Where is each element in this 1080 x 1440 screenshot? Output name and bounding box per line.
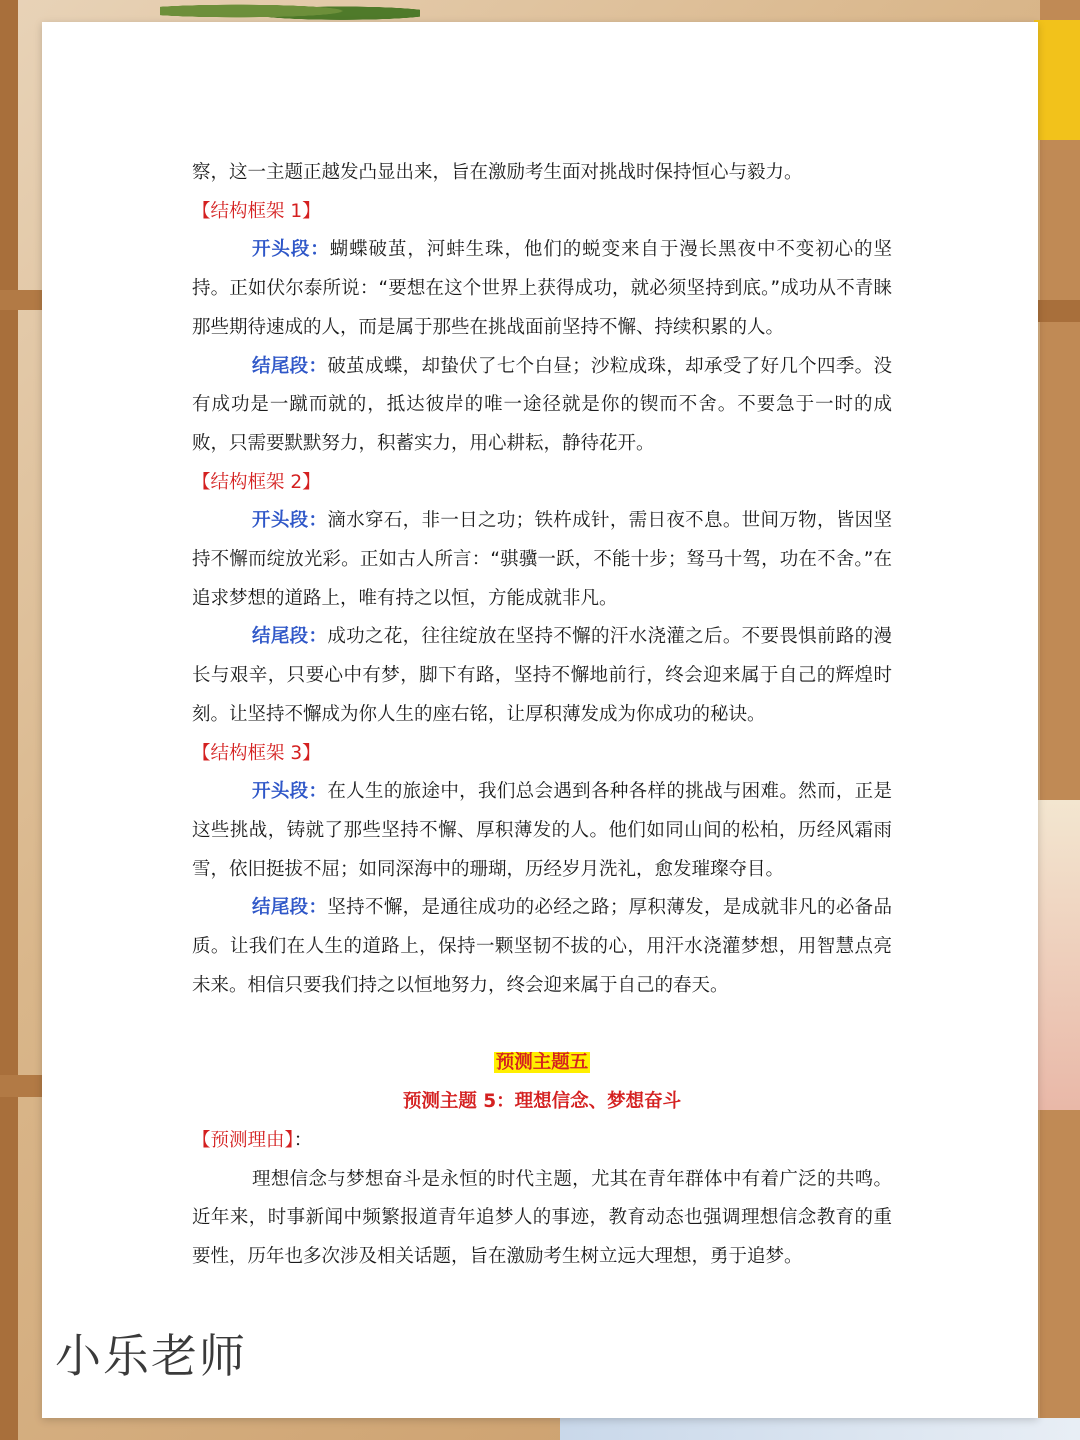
document-page bbox=[42, 22, 1038, 1418]
paragraph-opening: 开头段：蝴蝶破茧，河蚌生珠，他们的蜕变来自于漫长黑夜中不变初心的坚持。正如伏尔泰所说：“要想在这个世界上获得成功，就必须坚持到底。”成功从不青睐那些期待速成的人，而是属于那些在挑战面前坚持不懈、持续积累的人。 bbox=[192, 239, 892, 338]
shelf-board bbox=[0, 1075, 42, 1097]
paragraph-closing: 结尾段：成功之花，往往绽放在坚持不懈的汗水浇灌之后。不要畏惧前路的漫长与艰辛，只要心中有梦，脚下有路，坚持不懈地前行，终会迎来属于自己的辉煌时刻。让坚持不懈成为你人生的座右铭，让厚积薄发成为你成功的秘诀。 bbox=[192, 626, 892, 725]
plant-leaves bbox=[160, 0, 420, 22]
section-subtitle: 预测主题 5：理想信念、梦想奋斗 bbox=[402, 1091, 682, 1113]
lead-label: 结尾段： bbox=[252, 897, 328, 919]
lead-label: 开头段： bbox=[252, 510, 328, 532]
paragraph-closing: 结尾段：破茧成蝶，却蛰伏了七个白昼；沙粒成珠，却承受了好几个四季。没有成功是一蹴而就的，抵达彼岸的唯一途径就是你的锲而不舍。不要急于一时的成败，只需要默默努力，积蓄实力，用心耕耘，静待花开。 bbox=[192, 355, 892, 454]
shelf-board bbox=[0, 290, 42, 310]
paragraph-closing: 结尾段：坚持不懈，是通往成功的必经之路；厚积薄发，是成就非凡的必备品质。让我们在人生的道路上，保持一颗坚韧不拔的心，用汗水浇灌梦想，用智慧点亮未来。相信只要我们持之以恒地努力，终会迎来属于自己的春天。 bbox=[192, 897, 892, 996]
paragraph-opening: 开头段：滴水穿石，非一日之功；铁杵成针，需日夜不息。世间万物，皆因坚持不懈而绽放光彩。正如古人所言：“骐骥一跃，不能十步；驽马十驾，功在不舍。”在追求梦想的道路上，唯有持之以恒，方能成就非凡。 bbox=[192, 510, 892, 609]
book-spine bbox=[1032, 800, 1080, 1110]
section-title: 预测主题五 bbox=[495, 1052, 589, 1074]
reason-heading: 【预测理由】： bbox=[192, 1129, 313, 1151]
lead-label: 结尾段： bbox=[252, 355, 328, 377]
book-stack bbox=[560, 1418, 1080, 1440]
author-watermark: 小乐老师 bbox=[55, 1329, 247, 1383]
book-spine bbox=[1034, 20, 1080, 140]
reason-paragraph: 理想信念与梦想奋斗是永恒的时代主题，尤其在青年群体中有着广泛的共鸣。近年来，时事新闻中频繁报道青年追梦人的事迹，教育动态也强调理想信念教育的重要性，历年也多次涉及相关话题，旨在激励考生树立远大理想，勇于追梦。 bbox=[192, 1168, 892, 1267]
paragraph-opening: 开头段：在人生的旅途中，我们总会遇到各种各样的挑战与困难。然而，正是这些挑战，铸就了那些坚持不懈、厚积薄发的人。他们如同山间的松柏，历经风霜雨雪，依旧挺拔不屈；如同深海中的珊瑚，历经岁月洗礼，愈发璀璨夺目。 bbox=[192, 781, 892, 880]
lead-label: 开头段： bbox=[252, 781, 328, 803]
lead-label: 开头段： bbox=[252, 239, 330, 261]
shelf-board bbox=[1038, 300, 1080, 322]
frame-heading: 【结构框架 1】 bbox=[192, 200, 321, 222]
frame-heading: 【结构框架 3】 bbox=[192, 742, 321, 764]
frame-heading: 【结构框架 2】 bbox=[192, 471, 321, 493]
paragraph: 察，这一主题正越发凸显出来，旨在激励考生面对挑战时保持恒心与毅力。 bbox=[192, 162, 803, 183]
shelf-post-right bbox=[1040, 0, 1080, 1440]
shelf-post-left bbox=[0, 0, 18, 1440]
document-body bbox=[192, 154, 892, 1277]
lead-label: 结尾段： bbox=[252, 626, 328, 648]
